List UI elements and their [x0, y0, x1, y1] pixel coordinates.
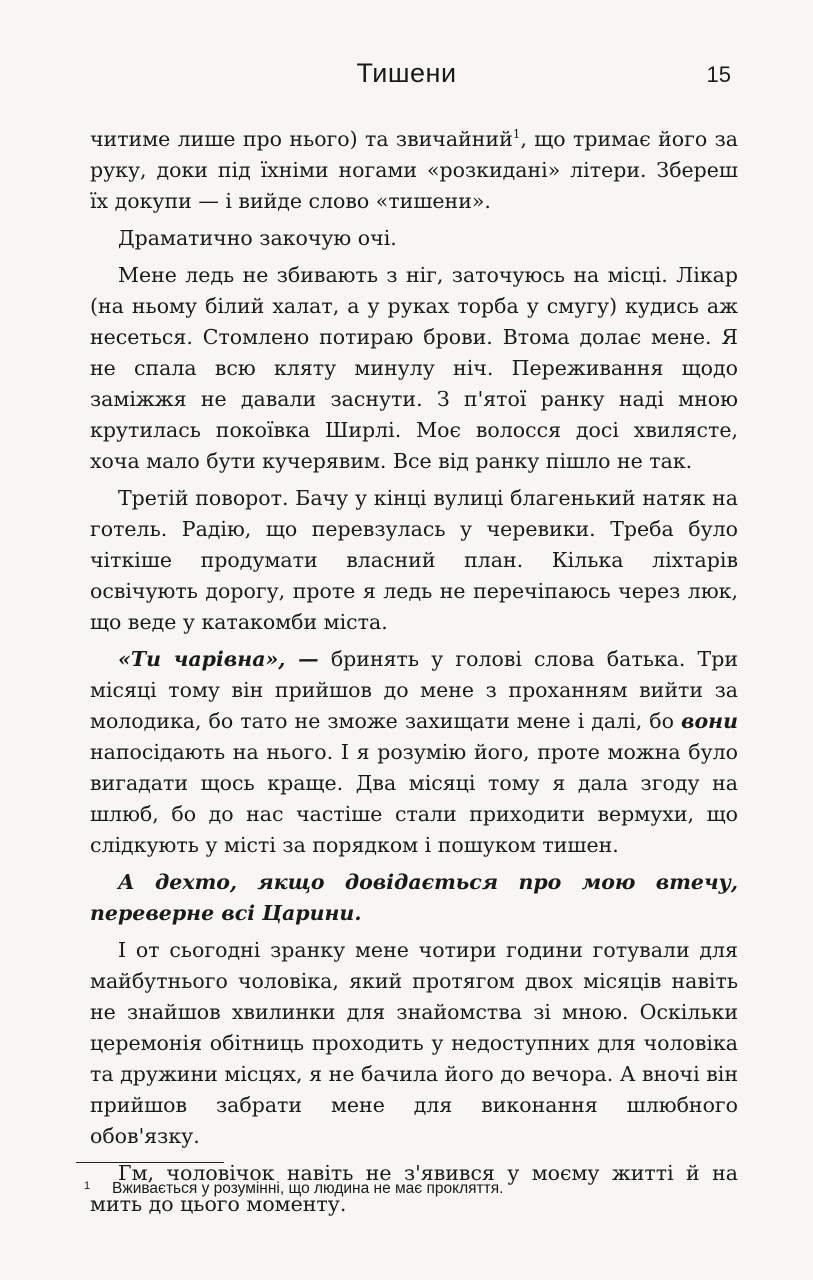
paragraph-6: А дехто, якщо довідається про мою втечу, переверне всі Царини.	[90, 870, 738, 925]
paragraph-4: Третій поворот. Бачу у кінці вулиці благенький натяк на готель. Радію, що перевзулась у черевики. Треба було чіткіше продумати власний план. Кілька ліхтарів освічують дорогу, проте я ледь не перечіпаюсь через люк, що веде у катакомби міста.	[90, 486, 738, 634]
running-head-title: Тишени	[356, 58, 457, 88]
footnote-divider	[76, 1162, 224, 1163]
paragraph-1: читиме лише про нього) та звичайний$^1$, що тримає його за руку, доки під їхніми ногами «розкидані» літери. Збереш їх докупи — і вийде слово «тишени».	[90, 127, 738, 213]
paragraph-7: І от сьогодні зранку мене чотири години готували для майбутнього чоловіка, який протягом двох місяців навіть не знайшов хвилинки для знайомства зі мною. Оскільки церемонія обітниць проходить у недоступних для чоловіка та дружини місцях, я не бачила його до вечора. А вночі він прийшов забрати мене для виконання шлюбного обов'язку.	[90, 938, 738, 1148]
page-number: 15	[706, 62, 731, 87]
footnote	[84, 1180, 724, 1198]
paragraph-2: Драматично закочую очі.	[118, 226, 397, 250]
footnote-reference: 1	[512, 127, 521, 142]
paragraph-5: «Ти чарівна», — бринять у голові слова батька. Три місяці тому він прийшов до мене з проханням вийти за молодика, бо тато не зможе захищати мене і далі, бо вони напосідають на нього. І я розумію його, проте можна було вигадати щось краще. Два місяці тому я дала згоду на шлюб, бо до нас частіше стали приходити вермухи, що слідкують у місті за порядком і пошуком тишен.	[90, 647, 738, 857]
footnote-text: Вживається у розумінні, що людина не має прокляття.	[112, 1180, 504, 1197]
paragraph-3: Мене ледь не збивають з ніг, заточуюсь на місці. Лікар (на ньому білий халат, а у руках торба у смугу) кудись аж несеться. Стомлено потираю брови. Втома долає мене. Я не спала всю кляту минулу ніч. Переживання щодо заміжжя не давали заснути. З п'ятої ранку наді мною крутилась покоївка Ширлі. Моє волосся досі хвилясте, хоча мало бути кучерявим. Все від ранку пішло не так.	[90, 263, 738, 473]
footnote-mark: 1	[84, 1180, 91, 1192]
body-text	[90, 124, 738, 1220]
paragraph-8: Гм, чоловічок навіть не з'явився у моєму житті й на мить до цього моменту.	[90, 1161, 738, 1216]
